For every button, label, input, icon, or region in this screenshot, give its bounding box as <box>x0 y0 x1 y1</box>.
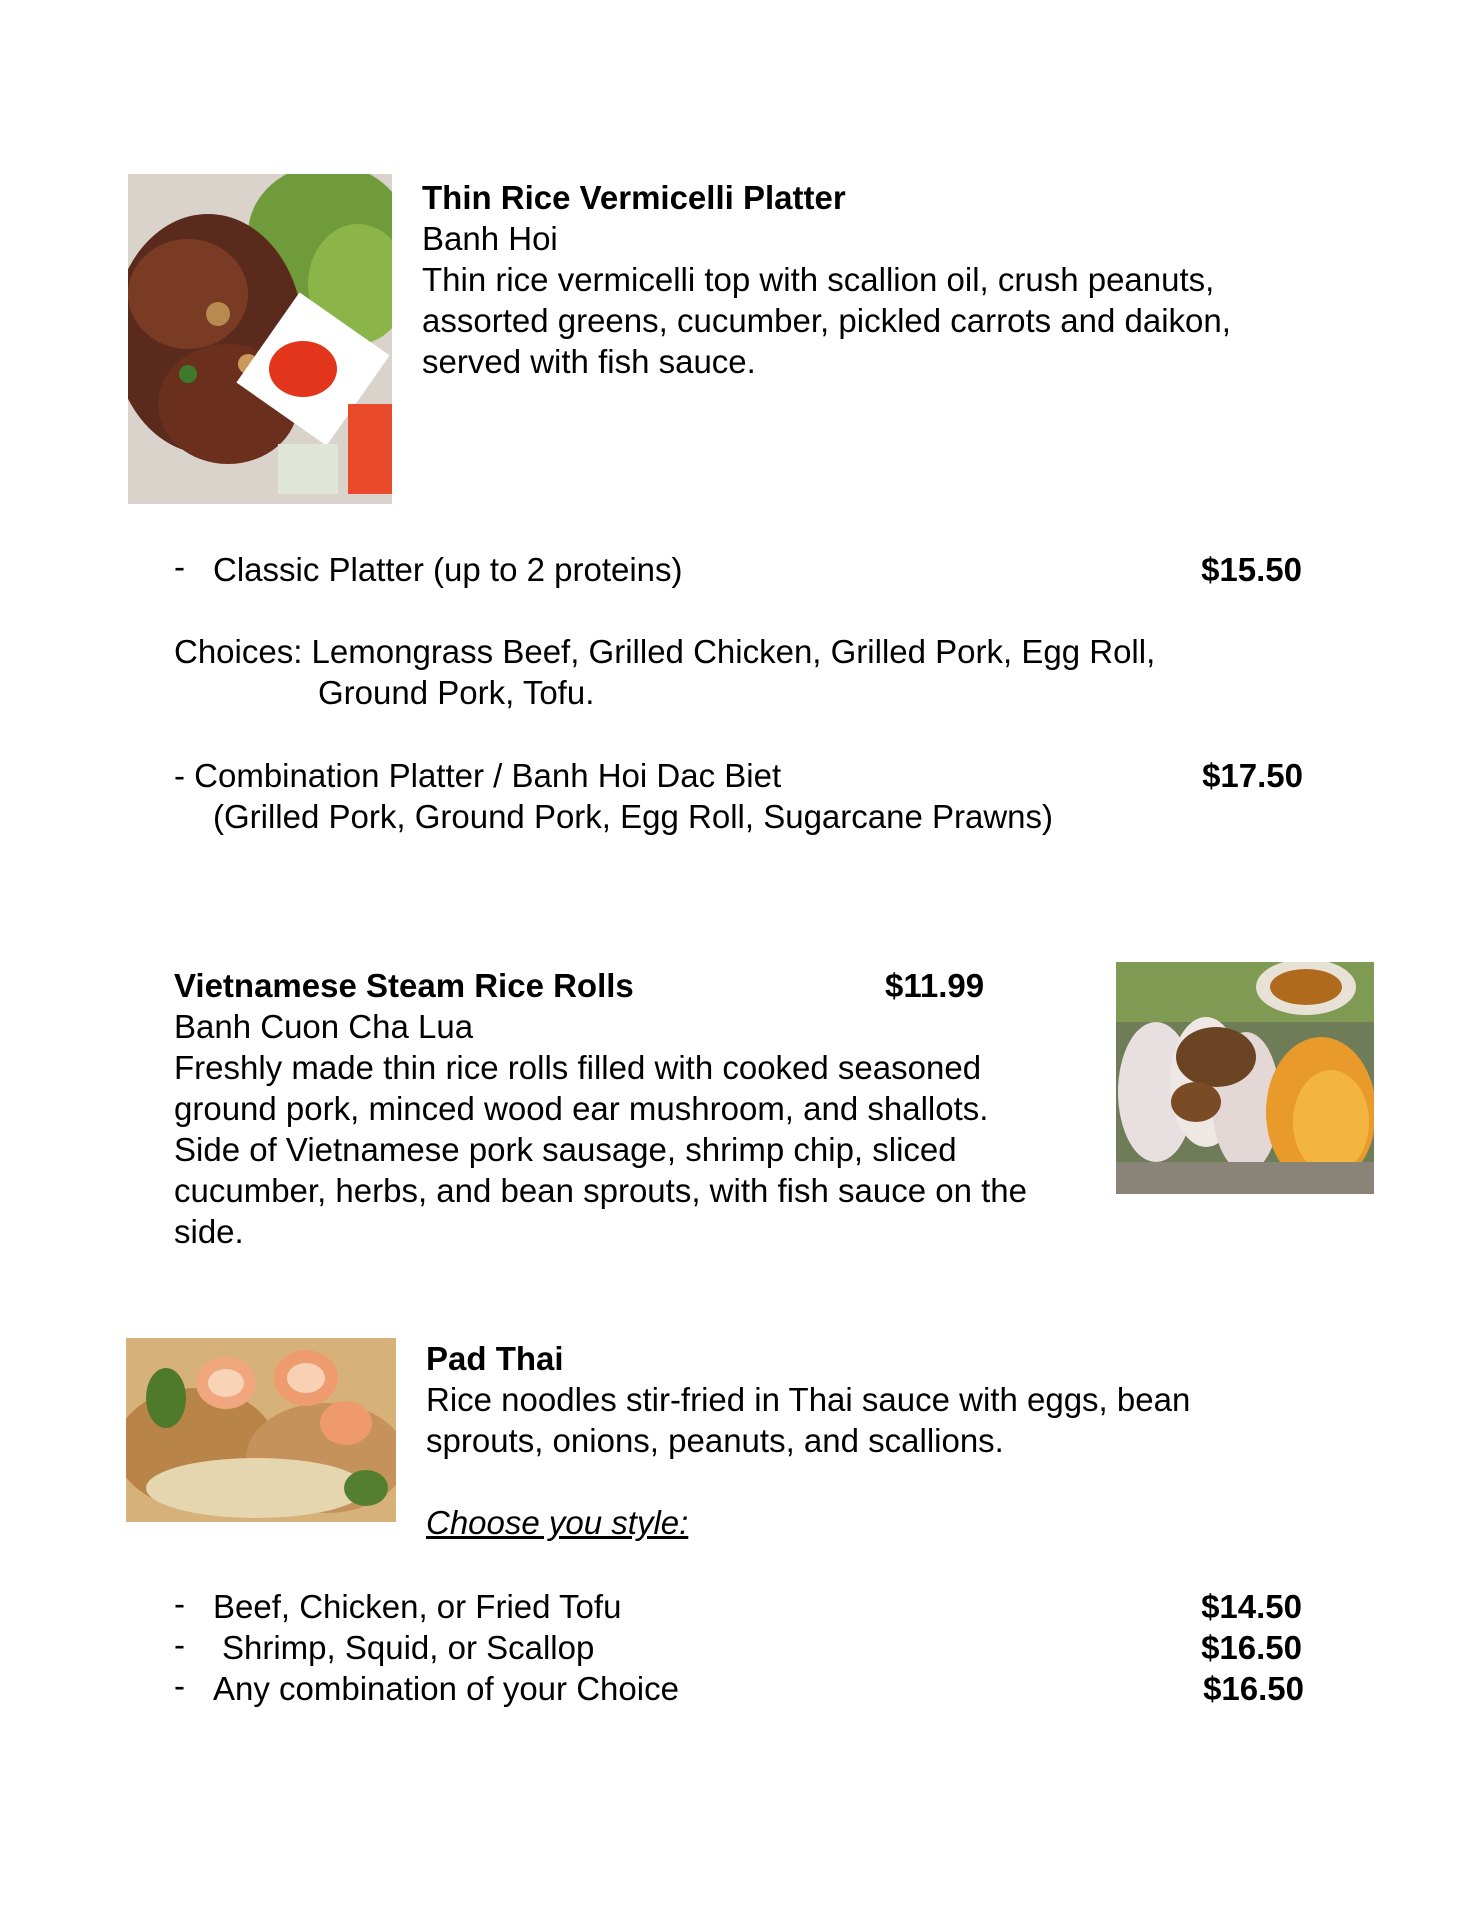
vermicelli-photo <box>128 174 392 504</box>
vermicelli-title: Thin Rice Vermicelli Platter <box>422 179 846 216</box>
pad-thai-photo <box>126 1338 396 1522</box>
classic-platter-label: Classic Platter (up to 2 proteins) <box>213 551 683 588</box>
vermicelli-desc-line: served with fish sauce. <box>422 343 756 380</box>
rice-rolls-desc-line: cucumber, herbs, and bean sprouts, with fish sauce on the <box>174 1172 1028 1209</box>
option-dash: - <box>174 1667 185 1704</box>
pad-thai-option-price: $16.50 <box>1203 1670 1304 1707</box>
pad-thai-option-label: Shrimp, Squid, or Scallop <box>222 1629 595 1666</box>
pad-thai-option-price: $16.50 <box>1201 1629 1302 1666</box>
rice-rolls-price: $11.99 <box>885 967 985 1004</box>
style-prompt: Choose you style: <box>426 1504 689 1541</box>
pad-thai-title: Pad Thai <box>426 1340 564 1377</box>
rice-rolls-title: Vietnamese Steam Rice Rolls <box>174 967 634 1004</box>
vermicelli-subtitle: Banh Hoi <box>422 220 558 257</box>
pad-thai-option-price: $14.50 <box>1201 1588 1302 1625</box>
rice-rolls-subtitle: Banh Cuon Cha Lua <box>174 1008 474 1045</box>
rice-rolls-photo <box>1116 962 1374 1194</box>
pad-thai-option-label: Any combination of your Choice <box>213 1670 679 1707</box>
pad-thai-desc-line: Rice noodles stir-fried in Thai sauce with eggs, bean <box>426 1381 1191 1418</box>
vermicelli-desc-line: assorted greens, cucumber, pickled carrots and daikon, <box>422 302 1231 339</box>
rice-rolls-desc-line: side. <box>174 1213 244 1250</box>
vermicelli-desc-line: Thin rice vermicelli top with scallion oil, crush peanuts, <box>422 261 1215 298</box>
combination-platter-price: $17.50 <box>1202 757 1303 794</box>
rice-rolls-desc-line: Freshly made thin rice rolls filled with cooked seasoned <box>174 1049 982 1086</box>
combination-platter-label: - Combination Platter / Banh Hoi Dac Biet <box>174 757 782 794</box>
choices-line: Ground Pork, Tofu. <box>318 674 595 711</box>
choices-line: Choices: Lemongrass Beef, Grilled Chicken, Grilled Pork, Egg Roll, <box>174 633 1156 670</box>
combination-platter-detail: (Grilled Pork, Ground Pork, Egg Roll, Sugarcane Prawns) <box>213 798 1054 835</box>
pad-thai-option-label: Beef, Chicken, or Fried Tofu <box>213 1588 622 1625</box>
rice-rolls-desc-line: ground pork, minced wood ear mushroom, and shallots. <box>174 1090 989 1127</box>
option-dash: - <box>174 1626 185 1663</box>
pad-thai-desc-line: sprouts, onions, peanuts, and scallions. <box>426 1422 1004 1459</box>
option-dash: - <box>174 548 185 585</box>
classic-platter-price: $15.50 <box>1201 551 1302 588</box>
rice-rolls-desc-line: Side of Vietnamese pork sausage, shrimp chip, sliced <box>174 1131 957 1168</box>
option-dash: - <box>174 1585 185 1622</box>
